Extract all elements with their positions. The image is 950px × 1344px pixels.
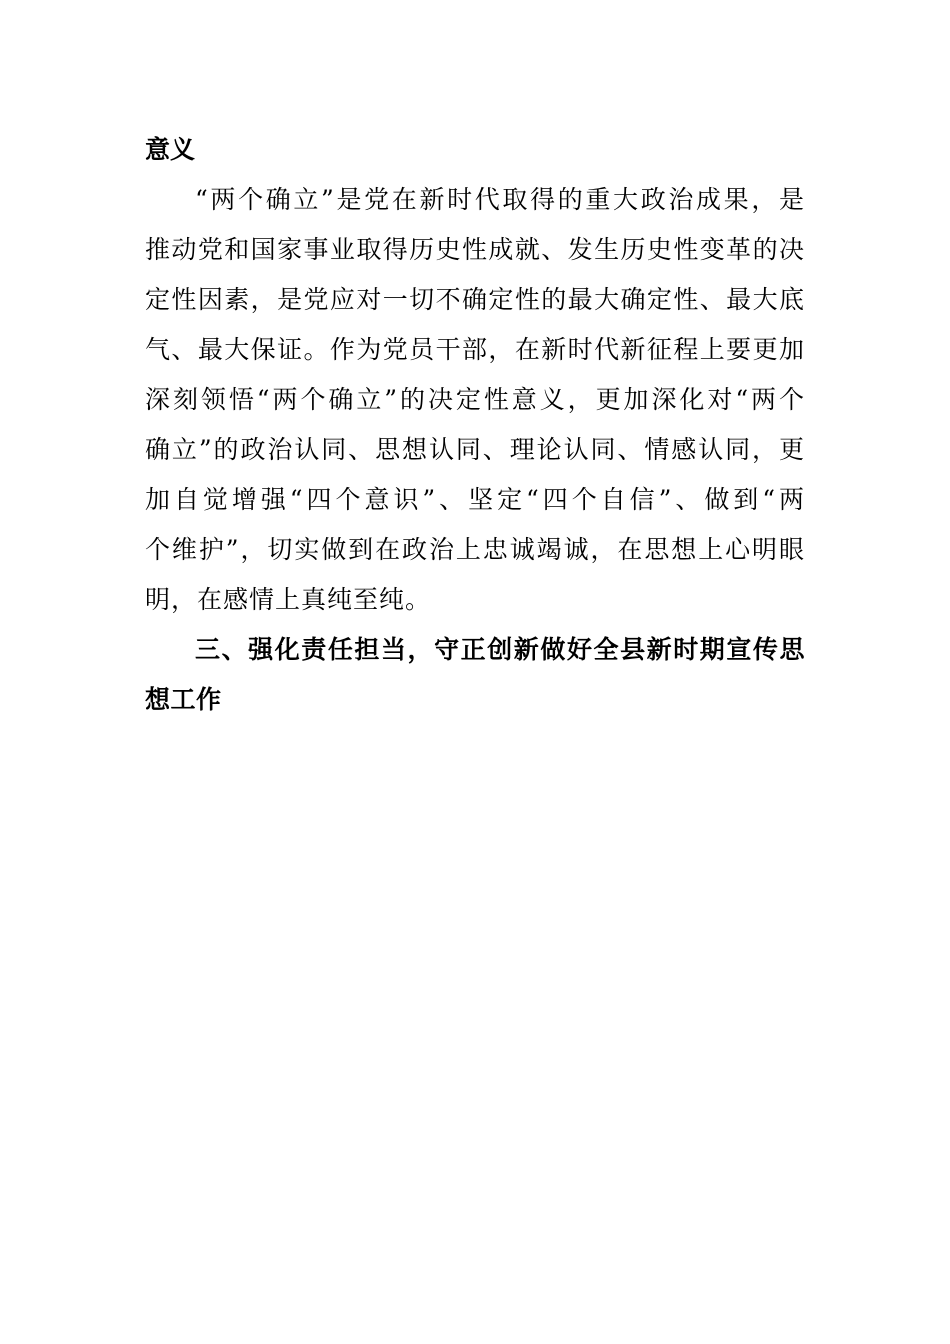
body-paragraph <box>145 175 805 625</box>
paragraph-line: 个维护”，切实做到在政治上忠诚竭诚，在思想上心明眼 <box>145 535 805 564</box>
section-heading <box>145 625 805 725</box>
paragraph-line: 深刻领悟“两个确立”的决定性意义，更加深化对“两个 <box>145 385 805 414</box>
section-heading-line: 三、强化责任担当，守正创新做好全县新时期宣传思 <box>195 635 805 664</box>
paragraph-line: “两个确立”是党在新时代取得的重大政治成果，是 <box>195 185 805 214</box>
paragraph-line: 明，在感情上真纯至纯。 <box>145 585 432 614</box>
section-heading-line: 想工作 <box>145 685 222 714</box>
paragraph-line: 定性因素，是党应对一切不确定性的最大确定性、最大底 <box>145 285 805 314</box>
document-body <box>145 125 805 725</box>
paragraph-line: 加自觉增强“四个意识”、坚定“四个自信”、做到“两 <box>145 485 805 514</box>
heading-continuation: 意义 <box>145 135 196 164</box>
paragraph-line: 气、最大保证。作为党员干部，在新时代新征程上要更加 <box>145 335 805 364</box>
paragraph-line: 确立”的政治认同、思想认同、理论认同、情感认同，更 <box>145 435 805 464</box>
paragraph-line: 推动党和国家事业取得历史性成就、发生历史性变革的决 <box>145 235 805 264</box>
